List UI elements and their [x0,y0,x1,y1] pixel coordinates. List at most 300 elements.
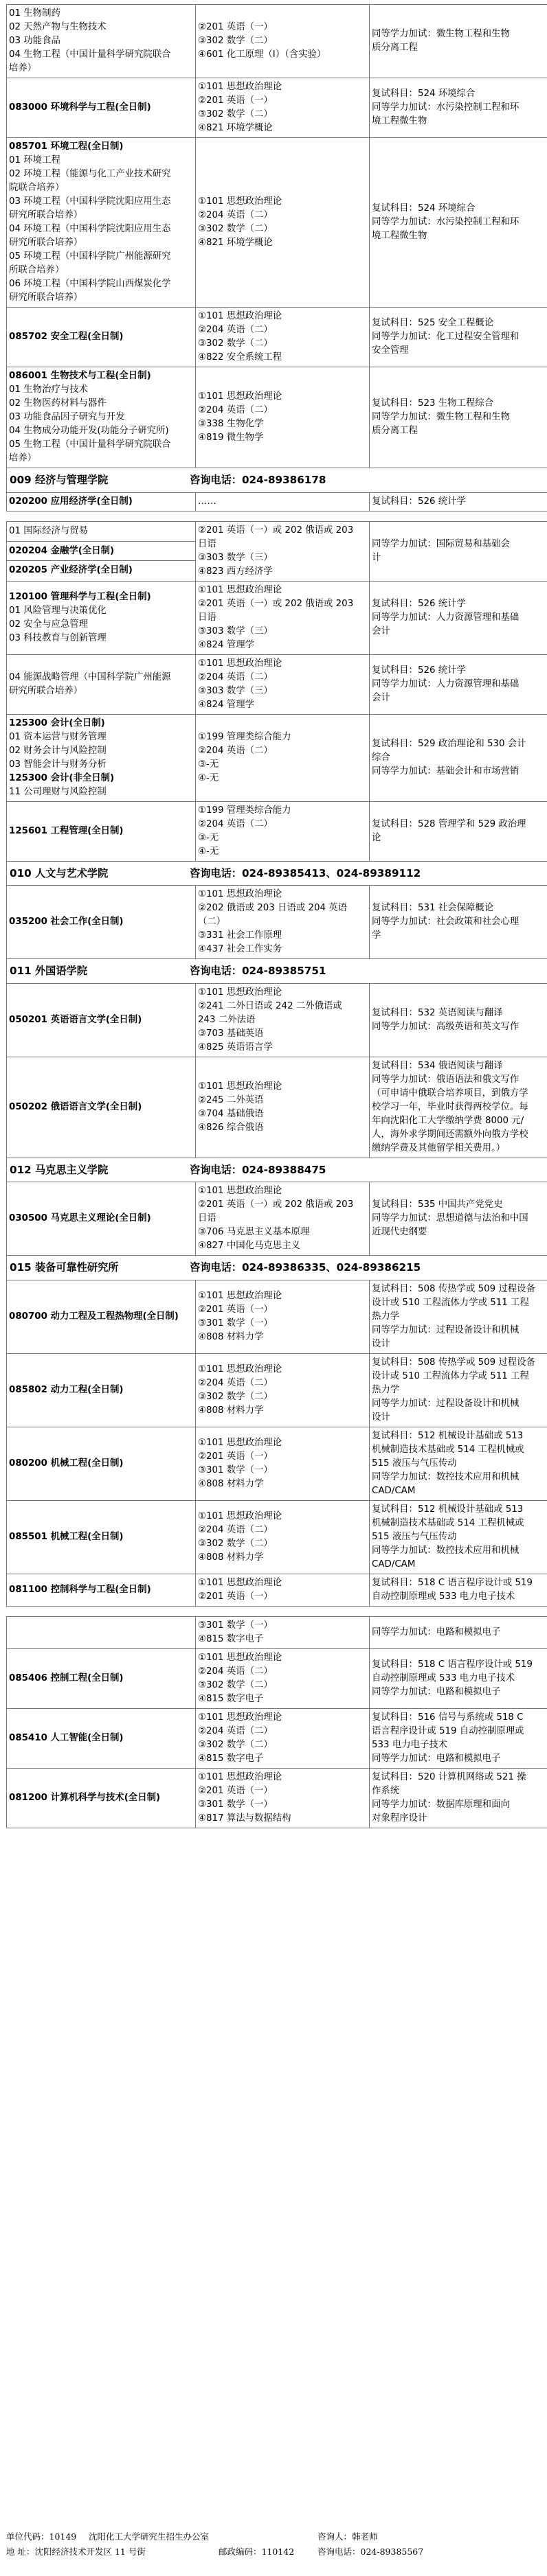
direction-item: 03 科技教育与创新管理 [9,632,107,643]
note-line: 机械制造技术基础或 514 工程机械或 [372,1444,524,1455]
direction-item: 01 资本运营与财务管理 [9,731,107,742]
note-line: 同等学力加试：思想道德与法治和中国 [372,1213,528,1223]
note-line: 复试科目：532 英语阅读与翻译 [372,1007,503,1018]
notes-cell [370,886,547,959]
program-title: 083000 环境科学与工程(全日制) [9,102,151,113]
program-cell [7,367,196,468]
exam-subject: ①101 思想政治理论 [198,987,282,998]
program-title: 050202 俄语语言文学(全日制) [9,1101,142,1112]
program-cell [7,1616,196,1648]
note-line: 同等学力加试：俄语语法和俄文写作 [372,1074,520,1085]
note-line: 同等学力加试：数控技术应用和机械 [372,1545,520,1556]
exam-subject: ①101 思想政治理论 [198,1510,282,1521]
exam-subject: ④817 算法与数据结构 [198,1813,291,1824]
exam-subject: ③302 数学（二） [198,224,273,234]
program-title: 035200 社会工作(全日制) [9,917,124,927]
exam-subject: ③331 社会工作原理 [198,930,282,941]
table-row [7,308,547,367]
direction-item: 05 环境工程（中国科学院广州能源研究 [9,251,171,262]
exam-subject: ④808 材料力学 [198,1478,264,1489]
exam-subject: ②201 英语（一） [198,1451,273,1462]
program-title: 125300 会计(全日制) [9,717,105,728]
exam-subject: ①101 思想政治理论 [198,584,282,595]
table-row [7,1648,547,1708]
exam-subject: ④815 数字电子 [198,1753,264,1764]
note-line: 复试科目：524 环境综合 [372,203,476,214]
note-line: 同等学力加试：人力资源管理和基础 [372,678,520,689]
program-cell [7,1500,196,1574]
direction-item: 培养） [9,63,37,73]
exam-subject: ④815 数字电子 [198,1633,264,1644]
note-line: 复试科目：524 环境综合 [372,89,476,99]
table-row [7,1182,547,1256]
postal-code: 邮政编码：110142 [219,2546,295,2557]
table-row [7,886,547,959]
note-line: 计 [372,552,381,563]
exam-subjects-cell [196,521,370,581]
exam-subject: ②201 英语（一） [198,1785,273,1796]
exam-subject: ②201 英语（一） [198,22,273,32]
note-line: 复试科目：534 俄语阅读与翻译 [372,1060,503,1071]
notes-cell [370,1708,547,1768]
exam-subject: ③-无 [198,759,219,770]
program-title: 085501 机械工程(全日制) [9,1531,124,1542]
note-line: 复试科目：512 机械设计基础或 513 [372,1504,524,1515]
note-line: 同等学力加试：基础会计和市场营销 [372,766,520,777]
exam-subjects-cell [196,654,370,714]
note-line: 近现代史纲要 [372,1227,427,1237]
exam-subject: ④437 社会工作实务 [198,944,282,954]
program-title: 085410 人工智能(全日制) [9,1732,124,1743]
exam-subject: ②201 英语（一） [198,1304,273,1315]
exam-subject: ②204 英语（二） [198,210,273,220]
note-line: 论 [372,832,381,843]
note-line: 复试科目：529 政治理论和 530 会计 [372,738,526,749]
program-cell [7,1768,196,1828]
notes-cell [370,1427,547,1500]
exam-subject: ②204 英语（二） [198,325,273,335]
consult-phone: 咨询电话：024-89385567 [317,2546,424,2557]
program-title: 085802 动力工程(全日制) [9,1384,124,1395]
gap-cell [7,511,547,521]
college-cell [7,959,547,984]
program-cell [7,654,196,714]
direction-item: 研究所联合培养） [9,292,83,303]
note-line: 515 液压与气压传动 [372,1458,457,1469]
direction-item: 04 能源战略管理（中国科学院广州能源 [9,671,171,682]
direction-item: 研究所联合培养） [9,210,83,220]
table-row [7,492,547,511]
exam-subject: ③302 数学（二） [198,338,273,349]
table-row [7,138,547,308]
exam-subject: ③301 数学（一） [198,1799,273,1810]
exam-subjects-cell [196,714,370,801]
exam-subject: ①101 思想政治理论 [198,82,282,92]
note-line: 学 [372,930,381,941]
note-line: 同等学力加试：过程设备设计和机械 [372,1398,520,1409]
program-title: 081100 控制科学与工程(全日制) [9,1584,151,1595]
direction-item: 03 环境工程（中国科学院沈阳应用生态 [9,196,171,207]
direction-item: 01 风险管理与决策优化 [9,605,107,616]
exam-subject: ②202 俄语或 203 日语或 204 英语 [198,903,348,913]
exam-subject: ②201 英语（一） [198,95,273,106]
college-row [7,1158,547,1182]
exam-subject: ②204 英语（二） [198,745,273,756]
table-row [7,1708,547,1768]
program-cell [7,521,196,581]
exam-subject: 日语 [198,612,216,623]
unit-code: 单位代码：10149 [6,2531,77,2542]
direction-item: 04 生物成分功能开发(功能分子研究所) [9,426,169,436]
footer-line-2 [6,2544,541,2560]
table-row [7,1616,547,1648]
note-line: 复试科目：520 计算机网络或 521 操 [372,1771,526,1782]
college-row [7,959,547,984]
program-title: 086001 生物技术与工程(全日制) [9,371,151,381]
exam-subject: ②245 二外英语 [198,1094,264,1105]
exam-subject: （二） [198,917,226,927]
program-title: 085406 控制工程(全日制) [9,1672,124,1683]
exam-subject: ①101 思想政治理论 [198,391,282,402]
note-line: 质分离工程 [372,426,418,436]
table-row [7,1427,547,1500]
note-line: 综合 [372,752,390,763]
college-name: 011 外国语学院 [10,965,87,977]
exam-subject: ②201 英语（一）或 202 俄语或 203 [198,525,354,536]
exam-subjects-cell [196,1648,370,1708]
note-line: 同等学力加试：高级英语和英文写作 [372,1021,520,1032]
exam-subject: ④826 综合俄语 [198,1122,264,1133]
notes-cell [370,581,547,654]
exam-subject: ④819 微生物学 [198,433,264,443]
note-line: 自动控制原理或 533 电力电子技术 [372,1672,515,1683]
program-title: 125601 工程管理(全日制) [9,825,124,836]
program-cell [7,492,196,511]
note-line: 缴纳学费及其他留学相关费用。） [372,1142,506,1153]
exam-subject: ③704 基础俄语 [198,1108,264,1119]
exam-subject: ④824 管理学 [198,639,254,650]
exam-subject: ①199 管理类综合能力 [198,805,291,816]
exam-subjects-cell [196,492,370,511]
table-row [7,78,547,138]
college-cell [7,861,547,886]
college-phone: 咨询电话：024-89388475 [190,1163,326,1176]
program-title: 030500 马克思主义理论(全日制) [9,1213,151,1223]
table-row [7,654,547,714]
exam-subject: …… [198,496,216,507]
exam-subject: 日语 [198,1213,216,1223]
exam-subject: ①101 思想政治理论 [198,1577,282,1588]
program-title: 020200 应用经济学(全日制) [9,496,133,507]
exam-subject: ④808 材料力学 [198,1405,264,1416]
exam-subject: ②204 英语（二） [198,1666,273,1677]
note-line: 人，海外求学期间还需额外向俄方学校 [372,1129,528,1140]
exam-subject: ④601 化工原理（I）（含实验） [198,49,326,60]
exam-subject: ②201 英语（一）或 202 俄语或 203 [198,1199,354,1210]
direction-item: 02 天然产物与生物技术 [9,22,107,32]
program-cell [7,801,196,861]
exam-subjects-cell [196,581,370,654]
program-cell [7,983,196,1057]
notes-cell [370,1616,547,1648]
exam-subject: ②204 英语（二） [198,405,273,415]
note-line: 热力学 [372,1384,400,1395]
program-cell [7,1708,196,1768]
group-item: 020204 金融学(全日制) [7,541,195,561]
exam-subject: ①101 思想政治理论 [198,1364,282,1375]
exam-subject: ③302 数学（二） [198,1679,273,1690]
note-line: 境工程微生物 [372,116,427,126]
exam-subject: ①101 思想政治理论 [198,311,282,321]
exam-subject: ③703 基础英语 [198,1028,264,1039]
table-row [7,521,547,581]
exam-subject: ③-无 [198,832,219,843]
college-name: 012 马克思主义学院 [10,1163,109,1176]
program-title: 050201 英语语言文学(全日制) [9,1014,142,1025]
exam-subject: ③303 数学（三） [198,685,273,696]
exam-subjects-cell [196,1500,370,1574]
table-row [7,367,547,468]
note-line: 复试科目：523 生物工程综合 [372,398,494,409]
exam-subject: ④823 西方经济学 [198,566,273,577]
program-cell [7,714,196,801]
program-cell [7,581,196,654]
program-cell [7,5,196,78]
note-line: CAD/CAM [372,1485,416,1496]
program-title: 120100 管理科学与工程(全日制) [9,591,151,602]
note-line: 复试科目：525 安全工程概论 [372,318,494,328]
college-phone: 咨询电话：024-89386178 [190,474,326,486]
notes-cell [370,1182,547,1256]
direction-item: 培养） [9,453,37,463]
exam-subject: ①101 思想政治理论 [198,1771,282,1782]
note-line: 复试科目：508 传热学或 509 过程设备 [372,1357,535,1368]
exam-subject: ②241 二外日语或 242 二外俄语或 [198,1000,342,1011]
exam-subject: ②201 英语（一） [198,1591,273,1602]
program-title: 080200 机械工程(全日制) [9,1458,124,1469]
direction-item: 05 生物工程（中国计量科学研究院联合 [9,439,171,450]
notes-cell [370,1574,547,1606]
group-item: 01 国际经济与贸易 [9,525,89,536]
direction-item: 研究所联合培养） [9,685,83,696]
group-item: 020205 产业经济学(全日制) [7,560,195,580]
exam-subject: ④821 环境学概论 [198,238,273,248]
exam-subject: ④-无 [198,846,219,857]
note-line: 同等学力加试：国际贸易和基础会 [372,538,510,549]
notes-cell [370,1768,547,1828]
exam-subjects-cell [196,1768,370,1828]
exam-subject: ④815 数字电子 [198,1693,264,1704]
note-line: 设计 [372,1338,390,1349]
exam-subject: 243 二外法语 [198,1014,256,1025]
table-row [7,801,547,861]
note-line: 热力学 [372,1311,400,1322]
note-line: 年向沈阳化工大学缴纳学费 8000 元/ [372,1115,524,1126]
exam-subject: ①101 思想政治理论 [198,1186,282,1196]
notes-cell [370,367,547,468]
note-line: 同等学力加试：微生物工程和生物 [372,412,510,422]
note-line: 设计或 510 工程流体力学或 511 工程 [372,1370,529,1381]
note-line: 同等学力加试：电路和模拟电子 [372,1753,501,1764]
note-line: 同等学力加试：水污染控制工程和环 [372,217,520,227]
note-line: 会计 [372,625,390,636]
direction-item: 11 公司理财与风险控制 [9,786,107,797]
college-cell [7,468,547,493]
college-cell [7,1256,547,1280]
exam-subject: ①101 思想政治理论 [198,1081,282,1092]
exam-subject: ③706 马克思主义基本原理 [198,1227,310,1237]
exam-subject: ③302 数学（二） [198,1391,273,1402]
direction-item: 院联合培养） [9,183,65,193]
note-line: 机械制造技术基础或 514 工程机械或 [372,1517,524,1528]
exam-subject: ③301 数学（一） [198,1318,273,1329]
table-row [7,1500,547,1574]
college-name: 009 经济与管理学院 [10,474,109,486]
direction-item: 03 功能食品 [9,36,60,46]
contact-person: 咨询人：韩老师 [317,2531,378,2542]
exam-subjects-cell [196,1182,370,1256]
note-line: 复试科目：518 C 语言程序设计或 519 [372,1577,533,1588]
note-line: 复试科目：512 机械设计基础或 513 [372,1430,524,1441]
program-catalog-table [6,4,547,1828]
note-line: 复试科目：526 统计学 [372,665,466,676]
exam-subject: ③303 数学（三） [198,625,273,636]
note-line: 同等学力加试：过程设备设计和机械 [372,1324,520,1335]
exam-subject: ②201 英语（一）或 202 俄语或 203 [198,598,354,609]
exam-subjects-cell [196,367,370,468]
exam-subject: ②204 英语（二） [198,1377,273,1388]
exam-subject: ③302 数学（二） [198,109,273,119]
direction-item: 所联合培养） [9,265,65,275]
exam-subjects-cell [196,1708,370,1768]
table-row [7,1768,547,1828]
college-cell [7,1158,547,1182]
note-line: 安全管理 [372,345,409,356]
note-line: 同等学力加试：电路和模拟电子 [372,1686,501,1697]
program-cell [7,1057,196,1158]
exam-subject: ③302 数学（二） [198,1739,273,1750]
exam-subject: ①101 思想政治理论 [198,1712,282,1723]
note-line: 同等学力加试：社会政策和社会心理 [372,917,520,927]
note-line: 校学习一年，毕业时获得两校学位。每 [372,1101,528,1112]
exam-subject: ①101 思想政治理论 [198,1437,282,1448]
note-line: 同等学力加试：数据库原理和面向 [372,1799,510,1810]
exam-subject: ④827 中国化马克思主义 [198,1241,300,1251]
program-cell [7,78,196,138]
notes-cell [370,1648,547,1708]
note-line: 同等学力加试：电路和模拟电子 [372,1626,501,1637]
gap-cell [7,1606,547,1616]
note-line: 设计 [372,1412,390,1423]
direction-item: 01 生物治疗与技术 [9,384,89,395]
address: 地 址：沈阳经济技术开发区 11 号街 [6,2546,146,2557]
exam-subject: ③303 数学（三） [198,552,273,563]
program-title: 085701 环境工程(全日制) [9,141,124,152]
exam-subject: ①101 思想政治理论 [198,1290,282,1301]
note-line: 同等学力加试：水污染控制工程和环 [372,102,520,113]
program-cell [7,1353,196,1427]
footer [6,2529,541,2560]
exam-subject: ①101 思想政治理论 [198,196,282,207]
note-line: 复试科目：518 C 语言程序设计或 519 [372,1659,533,1670]
college-phone: 咨询电话：024-89385751 [190,965,326,977]
exam-subject: ③302 数学（二） [198,36,273,46]
exam-subject: ④808 材料力学 [198,1331,264,1342]
notes-cell [370,714,547,801]
note-line: 533 电力电子技术 [372,1739,448,1750]
note-line: CAD/CAM [372,1559,416,1569]
college-row [7,468,547,493]
exam-subjects-cell [196,1280,370,1353]
note-line: 复试科目：526 统计学 [372,598,466,609]
program-cell [7,1280,196,1353]
program-cell [7,1574,196,1606]
exam-subjects-cell [196,5,370,78]
exam-subject: ①199 管理类综合能力 [198,731,291,742]
note-line: 515 液压与气压传动 [372,1531,457,1542]
exam-subjects-cell [196,138,370,308]
unit-name: 沈阳化工大学研究生招生办公室 [89,2531,210,2542]
notes-cell [370,1280,547,1353]
note-line: 对象程序设计 [372,1813,427,1824]
direction-item: 02 环境工程（能源与化工产业技术研究 [9,169,171,179]
note-line: 复试科目：516 信号与系统或 518 C [372,1712,524,1723]
notes-cell [370,1057,547,1158]
college-phone: 咨询电话：024-89386335、024-89386215 [190,1261,421,1274]
exam-subject: ①101 思想政治理论 [198,1652,282,1663]
note-line: （可申请中俄联合培养项目，到俄方学 [372,1088,528,1099]
direction-item: 04 生物工程（中国计量科学研究院联合 [9,49,171,60]
notes-cell [370,78,547,138]
table-row [7,1280,547,1353]
exam-subject: ②204 英语（二） [198,671,273,682]
notes-cell [370,521,547,581]
notes-cell [370,1353,547,1427]
direction-item: 06 环境工程（中国科学院山西煤炭化学 [9,279,171,289]
note-line: 同等学力加试：人力资源管理和基础 [372,612,520,623]
note-line: 作系统 [372,1785,400,1796]
program-cell [7,886,196,959]
college-row [7,861,547,886]
college-name: 015 装备可靠性研究所 [10,1261,119,1274]
exam-subject: ①101 思想政治理论 [198,889,282,899]
direction-item: 01 环境工程 [9,155,60,165]
exam-subjects-cell [196,1427,370,1500]
note-line: 同等学力加试：数控技术应用和机械 [372,1471,520,1482]
note-line: 同等学力加试：化工过程安全管理和 [372,332,520,342]
table-row [7,5,547,78]
direction-item: 03 功能食品因子研究与开发 [9,412,125,422]
program-cell [7,138,196,308]
table-row [7,1353,547,1427]
exam-subjects-cell [196,1616,370,1648]
exam-subject: ③301 数学（一） [198,1620,273,1631]
notes-cell [370,654,547,714]
direction-item: 02 生物医药材料与器件 [9,398,107,409]
program-title: 080700 动力工程及工程热物理(全日制) [9,1311,179,1322]
program-title: 085702 安全工程(全日制) [9,332,124,342]
exam-subjects-cell [196,308,370,367]
footer-line-1 [6,2529,541,2544]
table-gap [7,1606,547,1616]
exam-subject: ③301 数学（一） [198,1464,273,1475]
direction-item: 02 财务会计与风险控制 [9,745,107,756]
exam-subjects-cell [196,801,370,861]
college-row [7,1256,547,1280]
college-name: 010 人文与艺术学院 [10,866,109,879]
exam-subjects-cell [196,1574,370,1606]
exam-subjects-cell [196,1057,370,1158]
